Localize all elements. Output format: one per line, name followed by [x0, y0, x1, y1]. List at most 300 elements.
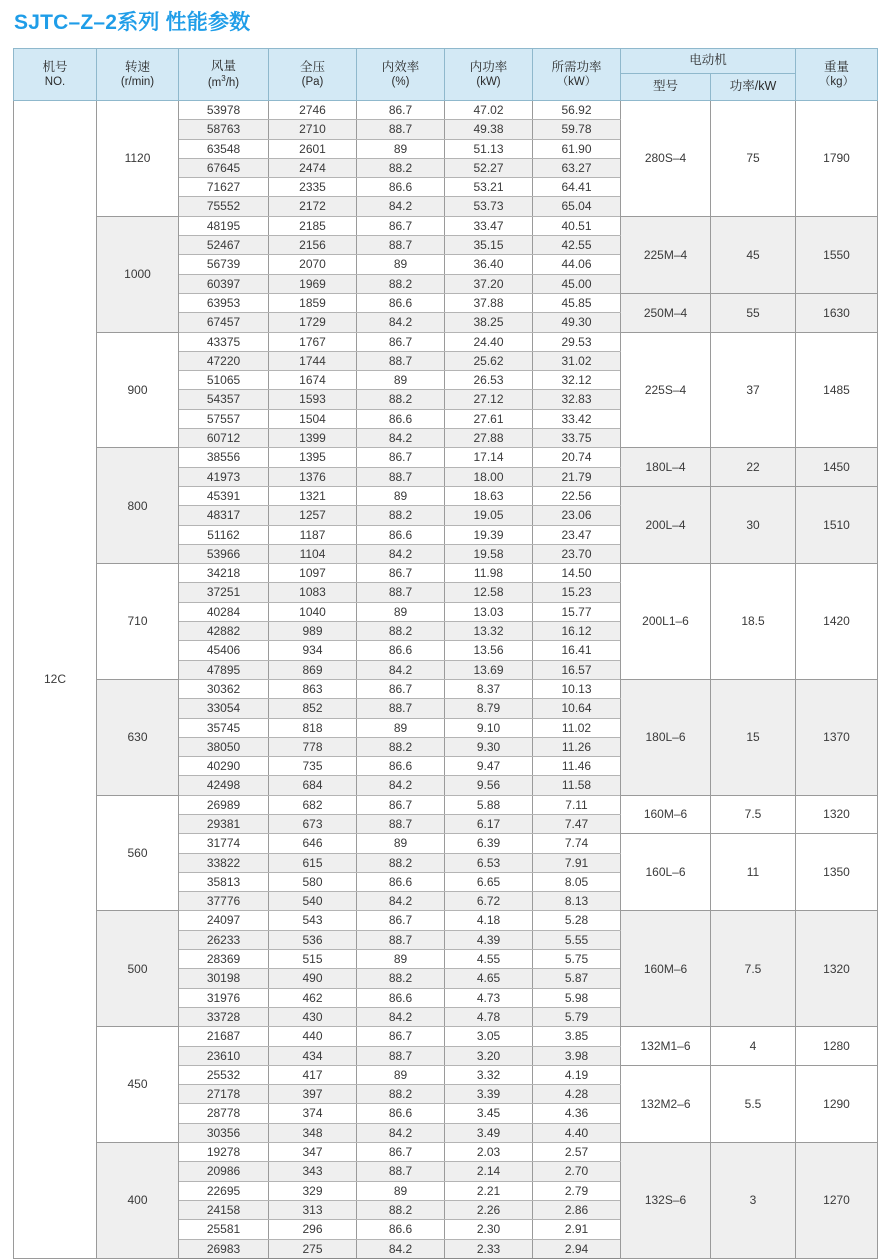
- cell-weight: 1270: [796, 1143, 878, 1259]
- cell-total-pressure: 1257: [269, 506, 357, 525]
- cell-weight: 1350: [796, 834, 878, 911]
- cell-inner-power: 18.00: [445, 467, 533, 486]
- cell-required-power: 4.40: [533, 1123, 621, 1142]
- cell-efficiency: 89: [357, 718, 445, 737]
- cell-inner-power: 13.03: [445, 602, 533, 621]
- cell-flow: 26233: [179, 930, 269, 949]
- cell-total-pressure: 348: [269, 1123, 357, 1142]
- cell-total-pressure: 462: [269, 988, 357, 1007]
- cell-efficiency: 89: [357, 255, 445, 274]
- cell-required-power: 44.06: [533, 255, 621, 274]
- cell-inner-power: 9.10: [445, 718, 533, 737]
- cell-motor-power: 75: [711, 101, 796, 217]
- cell-flow: 41973: [179, 467, 269, 486]
- cell-flow: 38050: [179, 737, 269, 756]
- cell-total-pressure: 434: [269, 1046, 357, 1065]
- cell-required-power: 15.77: [533, 602, 621, 621]
- cell-inner-power: 2.21: [445, 1181, 533, 1200]
- cell-total-pressure: 329: [269, 1181, 357, 1200]
- cell-required-power: 2.91: [533, 1220, 621, 1239]
- cell-required-power: 31.02: [533, 351, 621, 370]
- column-header-efficiency: 内效率 (%): [357, 49, 445, 101]
- cell-efficiency: 89: [357, 1065, 445, 1084]
- cell-total-pressure: 2474: [269, 158, 357, 177]
- cell-required-power: 4.19: [533, 1065, 621, 1084]
- cell-inner-power: 18.63: [445, 486, 533, 505]
- cell-flow: 40284: [179, 602, 269, 621]
- table-row: [14, 332, 878, 351]
- cell-required-power: 33.42: [533, 409, 621, 428]
- cell-required-power: 7.11: [533, 795, 621, 814]
- cell-required-power: 21.79: [533, 467, 621, 486]
- table-row: [14, 679, 878, 698]
- cell-motor-power: 45: [711, 216, 796, 293]
- page-title: SJTC–Z–2系列 性能参数: [14, 11, 251, 34]
- cell-inner-power: 27.12: [445, 390, 533, 409]
- cell-flow: 47220: [179, 351, 269, 370]
- cell-inner-power: 9.56: [445, 776, 533, 795]
- cell-required-power: 56.92: [533, 101, 621, 120]
- cell-inner-power: 13.69: [445, 660, 533, 679]
- cell-efficiency: 89: [357, 139, 445, 158]
- header-row-primary: [14, 49, 878, 74]
- cell-flow: 71627: [179, 178, 269, 197]
- cell-required-power: 5.79: [533, 1007, 621, 1026]
- cell-efficiency: 86.6: [357, 757, 445, 776]
- cell-efficiency: 84.2: [357, 1123, 445, 1142]
- cell-efficiency: 88.7: [357, 699, 445, 718]
- cell-inner-power: 6.17: [445, 814, 533, 833]
- cell-total-pressure: 347: [269, 1143, 357, 1162]
- cell-flow: 34218: [179, 564, 269, 583]
- cell-efficiency: 89: [357, 950, 445, 969]
- cell-weight: 1280: [796, 1027, 878, 1066]
- cell-required-power: 32.12: [533, 371, 621, 390]
- cell-efficiency: 84.2: [357, 197, 445, 216]
- cell-efficiency: 88.2: [357, 274, 445, 293]
- column-header-machine-no: 机号 NO.: [14, 49, 97, 101]
- cell-motor-power: 5.5: [711, 1065, 796, 1142]
- cell-inner-power: 5.88: [445, 795, 533, 814]
- cell-flow: 20986: [179, 1162, 269, 1181]
- cell-required-power: 3.98: [533, 1046, 621, 1065]
- cell-motor-model: 200L–4: [621, 486, 711, 563]
- cell-inner-power: 37.88: [445, 293, 533, 312]
- cell-required-power: 32.83: [533, 390, 621, 409]
- cell-required-power: 10.13: [533, 679, 621, 698]
- cell-weight: 1485: [796, 332, 878, 448]
- cell-total-pressure: 543: [269, 911, 357, 930]
- table-row: [14, 448, 878, 467]
- cell-total-pressure: 1744: [269, 351, 357, 370]
- cell-efficiency: 84.2: [357, 313, 445, 332]
- cell-required-power: 40.51: [533, 216, 621, 235]
- cell-total-pressure: 869: [269, 660, 357, 679]
- cell-required-power: 8.05: [533, 872, 621, 891]
- cell-efficiency: 86.7: [357, 564, 445, 583]
- cell-motor-power: 30: [711, 486, 796, 563]
- cell-required-power: 33.75: [533, 429, 621, 448]
- cell-total-pressure: 673: [269, 814, 357, 833]
- cell-total-pressure: 778: [269, 737, 357, 756]
- cell-total-pressure: 397: [269, 1085, 357, 1104]
- cell-flow: 24158: [179, 1200, 269, 1219]
- cell-inner-power: 26.53: [445, 371, 533, 390]
- cell-inner-power: 35.15: [445, 236, 533, 255]
- cell-required-power: 7.74: [533, 834, 621, 853]
- cell-motor-model: 180L–4: [621, 448, 711, 487]
- cell-motor-model: 132M2–6: [621, 1065, 711, 1142]
- cell-total-pressure: 536: [269, 930, 357, 949]
- cell-flow: 51162: [179, 525, 269, 544]
- cell-flow: 51065: [179, 371, 269, 390]
- cell-flow: 30198: [179, 969, 269, 988]
- cell-efficiency: 86.7: [357, 332, 445, 351]
- cell-inner-power: 12.58: [445, 583, 533, 602]
- cell-flow: 28778: [179, 1104, 269, 1123]
- cell-motor-power: 11: [711, 834, 796, 911]
- cell-speed: 800: [97, 448, 179, 564]
- cell-total-pressure: 1376: [269, 467, 357, 486]
- cell-required-power: 16.57: [533, 660, 621, 679]
- column-header-speed: 转速 (r/min): [97, 49, 179, 101]
- cell-inner-power: 4.73: [445, 988, 533, 1007]
- cell-motor-power: 18.5: [711, 564, 796, 680]
- cell-total-pressure: 2601: [269, 139, 357, 158]
- cell-inner-power: 19.58: [445, 544, 533, 563]
- cell-required-power: 23.47: [533, 525, 621, 544]
- column-header-motor-model: 型号: [621, 74, 711, 101]
- cell-efficiency: 88.2: [357, 158, 445, 177]
- cell-required-power: 11.46: [533, 757, 621, 776]
- cell-flow: 45391: [179, 486, 269, 505]
- cell-weight: 1290: [796, 1065, 878, 1142]
- cell-total-pressure: 430: [269, 1007, 357, 1026]
- cell-efficiency: 84.2: [357, 1239, 445, 1258]
- cell-total-pressure: 682: [269, 795, 357, 814]
- cell-flow: 57557: [179, 409, 269, 428]
- column-header-flow-unit: $(m^3/h)$: [207, 74, 240, 90]
- cell-motor-power: 22: [711, 448, 796, 487]
- cell-motor-power: 7.5: [711, 795, 796, 834]
- cell-total-pressure: 2335: [269, 178, 357, 197]
- cell-speed: 400: [97, 1143, 179, 1259]
- cell-required-power: 45.00: [533, 274, 621, 293]
- cell-inner-power: 8.37: [445, 679, 533, 698]
- performance-parameters-table: [13, 48, 878, 1259]
- cell-flow: 24097: [179, 911, 269, 930]
- cell-required-power: 2.70: [533, 1162, 621, 1181]
- cell-required-power: 16.12: [533, 622, 621, 641]
- cell-required-power: 5.87: [533, 969, 621, 988]
- cell-flow: 67457: [179, 313, 269, 332]
- cell-efficiency: 84.2: [357, 429, 445, 448]
- cell-motor-model: 160L–6: [621, 834, 711, 911]
- cell-required-power: 23.06: [533, 506, 621, 525]
- cell-total-pressure: 1104: [269, 544, 357, 563]
- cell-weight: 1790: [796, 101, 878, 217]
- cell-efficiency: 86.6: [357, 293, 445, 312]
- cell-inner-power: 9.47: [445, 757, 533, 776]
- cell-total-pressure: 1040: [269, 602, 357, 621]
- cell-total-pressure: 818: [269, 718, 357, 737]
- cell-flow: 35745: [179, 718, 269, 737]
- cell-flow: 58763: [179, 120, 269, 139]
- cell-required-power: 5.75: [533, 950, 621, 969]
- cell-flow: 37251: [179, 583, 269, 602]
- cell-required-power: 29.53: [533, 332, 621, 351]
- cell-total-pressure: 1969: [269, 274, 357, 293]
- cell-efficiency: 86.7: [357, 795, 445, 814]
- cell-flow: 37776: [179, 892, 269, 911]
- cell-total-pressure: 1593: [269, 390, 357, 409]
- cell-flow: 27178: [179, 1085, 269, 1104]
- cell-inner-power: 24.40: [445, 332, 533, 351]
- cell-inner-power: 3.32: [445, 1065, 533, 1084]
- cell-efficiency: 84.2: [357, 776, 445, 795]
- cell-inner-power: 4.39: [445, 930, 533, 949]
- cell-inner-power: 19.39: [445, 525, 533, 544]
- cell-flow: 35813: [179, 872, 269, 891]
- cell-inner-power: 3.39: [445, 1085, 533, 1104]
- cell-inner-power: 33.47: [445, 216, 533, 235]
- cell-motor-power: 4: [711, 1027, 796, 1066]
- cell-required-power: 11.58: [533, 776, 621, 795]
- cell-flow: 42882: [179, 622, 269, 641]
- column-header-total-pressure: 全压 (Pa): [269, 49, 357, 101]
- cell-total-pressure: 934: [269, 641, 357, 660]
- cell-efficiency: 88.7: [357, 1046, 445, 1065]
- cell-required-power: 64.41: [533, 178, 621, 197]
- cell-total-pressure: 646: [269, 834, 357, 853]
- cell-required-power: 11.26: [533, 737, 621, 756]
- cell-motor-power: 3: [711, 1143, 796, 1259]
- cell-weight: 1370: [796, 679, 878, 795]
- cell-total-pressure: 2156: [269, 236, 357, 255]
- cell-total-pressure: 2185: [269, 216, 357, 235]
- cell-inner-power: 2.30: [445, 1220, 533, 1239]
- cell-efficiency: 86.7: [357, 911, 445, 930]
- table-row: [14, 1027, 878, 1046]
- cell-total-pressure: 374: [269, 1104, 357, 1123]
- cell-weight: 1450: [796, 448, 878, 487]
- cell-total-pressure: 1767: [269, 332, 357, 351]
- cell-required-power: 15.23: [533, 583, 621, 602]
- cell-required-power: 2.57: [533, 1143, 621, 1162]
- cell-efficiency: 86.6: [357, 641, 445, 660]
- cell-total-pressure: 735: [269, 757, 357, 776]
- cell-motor-power: 37: [711, 332, 796, 448]
- cell-efficiency: 89: [357, 371, 445, 390]
- cell-efficiency: 84.2: [357, 660, 445, 679]
- cell-required-power: 42.55: [533, 236, 621, 255]
- cell-required-power: 49.30: [533, 313, 621, 332]
- cell-required-power: 59.78: [533, 120, 621, 139]
- cell-weight: 1510: [796, 486, 878, 563]
- cell-efficiency: 86.7: [357, 679, 445, 698]
- cell-inner-power: 3.45: [445, 1104, 533, 1123]
- cell-inner-power: 4.78: [445, 1007, 533, 1026]
- cell-total-pressure: 863: [269, 679, 357, 698]
- cell-machine-no: 12C: [14, 101, 97, 1259]
- cell-required-power: 7.91: [533, 853, 621, 872]
- cell-flow: 53978: [179, 101, 269, 120]
- cell-total-pressure: 275: [269, 1239, 357, 1258]
- cell-inner-power: 6.65: [445, 872, 533, 891]
- spec-table-container: [13, 48, 877, 1259]
- cell-efficiency: 86.7: [357, 216, 445, 235]
- cell-flow: 48195: [179, 216, 269, 235]
- cell-total-pressure: 417: [269, 1065, 357, 1084]
- column-header-weight: 重量 （kg）: [796, 49, 878, 101]
- cell-required-power: 45.85: [533, 293, 621, 312]
- cell-flow: 60397: [179, 274, 269, 293]
- cell-efficiency: 88.2: [357, 390, 445, 409]
- cell-total-pressure: 989: [269, 622, 357, 641]
- cell-required-power: 23.70: [533, 544, 621, 563]
- cell-total-pressure: 2710: [269, 120, 357, 139]
- cell-inner-power: 36.40: [445, 255, 533, 274]
- cell-inner-power: 37.20: [445, 274, 533, 293]
- cell-total-pressure: 1097: [269, 564, 357, 583]
- cell-efficiency: 86.7: [357, 1143, 445, 1162]
- cell-inner-power: 3.49: [445, 1123, 533, 1142]
- cell-motor-model: 250M–4: [621, 293, 711, 332]
- cell-required-power: 5.28: [533, 911, 621, 930]
- cell-efficiency: 88.7: [357, 236, 445, 255]
- cell-efficiency: 89: [357, 602, 445, 621]
- cell-flow: 25532: [179, 1065, 269, 1084]
- cell-inner-power: 13.32: [445, 622, 533, 641]
- cell-inner-power: 13.56: [445, 641, 533, 660]
- cell-weight: 1630: [796, 293, 878, 332]
- cell-inner-power: 53.21: [445, 178, 533, 197]
- cell-inner-power: 38.25: [445, 313, 533, 332]
- cell-flow: 26983: [179, 1239, 269, 1258]
- cell-required-power: 20.74: [533, 448, 621, 467]
- cell-total-pressure: 540: [269, 892, 357, 911]
- cell-inner-power: 53.73: [445, 197, 533, 216]
- cell-flow: 19278: [179, 1143, 269, 1162]
- table-row: [14, 564, 878, 583]
- cell-inner-power: 2.14: [445, 1162, 533, 1181]
- cell-total-pressure: 1395: [269, 448, 357, 467]
- cell-required-power: 22.56: [533, 486, 621, 505]
- cell-required-power: 63.27: [533, 158, 621, 177]
- cell-inner-power: 6.72: [445, 892, 533, 911]
- cell-motor-model: 160M–6: [621, 795, 711, 834]
- cell-efficiency: 88.7: [357, 930, 445, 949]
- cell-efficiency: 88.2: [357, 506, 445, 525]
- cell-flow: 54357: [179, 390, 269, 409]
- cell-flow: 33054: [179, 699, 269, 718]
- cell-motor-power: 15: [711, 679, 796, 795]
- cell-motor-model: 200L1–6: [621, 564, 711, 680]
- cell-inner-power: 3.05: [445, 1027, 533, 1046]
- cell-required-power: 5.98: [533, 988, 621, 1007]
- cell-inner-power: 27.61: [445, 409, 533, 428]
- cell-flow: 75552: [179, 197, 269, 216]
- cell-required-power: 16.41: [533, 641, 621, 660]
- cell-motor-power: 7.5: [711, 911, 796, 1027]
- cell-required-power: 4.36: [533, 1104, 621, 1123]
- cell-efficiency: 88.7: [357, 1162, 445, 1181]
- cell-inner-power: 4.18: [445, 911, 533, 930]
- cell-total-pressure: 1187: [269, 525, 357, 544]
- cell-required-power: 2.86: [533, 1200, 621, 1219]
- cell-motor-power: 55: [711, 293, 796, 332]
- cell-total-pressure: 490: [269, 969, 357, 988]
- table-header: [14, 49, 878, 101]
- cell-required-power: 61.90: [533, 139, 621, 158]
- cell-required-power: 4.28: [533, 1085, 621, 1104]
- cell-inner-power: 49.38: [445, 120, 533, 139]
- cell-efficiency: 88.2: [357, 737, 445, 756]
- cell-flow: 38556: [179, 448, 269, 467]
- cell-total-pressure: 1321: [269, 486, 357, 505]
- cell-flow: 45406: [179, 641, 269, 660]
- cell-efficiency: 88.2: [357, 853, 445, 872]
- cell-flow: 47895: [179, 660, 269, 679]
- column-header-required-power: 所需功率 （kW）: [533, 49, 621, 101]
- cell-flow: 30356: [179, 1123, 269, 1142]
- column-header-motor-group: 电动机: [621, 49, 796, 74]
- cell-flow: 31976: [179, 988, 269, 1007]
- cell-flow: 43375: [179, 332, 269, 351]
- cell-efficiency: 89: [357, 486, 445, 505]
- cell-speed: 560: [97, 795, 179, 911]
- cell-flow: 33728: [179, 1007, 269, 1026]
- cell-flow: 53966: [179, 544, 269, 563]
- cell-motor-model: 180L–6: [621, 679, 711, 795]
- cell-inner-power: 6.39: [445, 834, 533, 853]
- cell-flow: 33822: [179, 853, 269, 872]
- cell-efficiency: 86.6: [357, 178, 445, 197]
- cell-total-pressure: 2070: [269, 255, 357, 274]
- cell-inner-power: 11.98: [445, 564, 533, 583]
- cell-flow: 42498: [179, 776, 269, 795]
- cell-efficiency: 88.7: [357, 467, 445, 486]
- cell-flow: 26989: [179, 795, 269, 814]
- cell-efficiency: 88.7: [357, 351, 445, 370]
- cell-inner-power: 27.88: [445, 429, 533, 448]
- cell-total-pressure: 615: [269, 853, 357, 872]
- cell-total-pressure: 1083: [269, 583, 357, 602]
- cell-efficiency: 84.2: [357, 544, 445, 563]
- column-header-inner-power: 内功率 (kW): [445, 49, 533, 101]
- cell-efficiency: 86.6: [357, 409, 445, 428]
- cell-flow: 30362: [179, 679, 269, 698]
- cell-total-pressure: 313: [269, 1200, 357, 1219]
- cell-efficiency: 86.7: [357, 1027, 445, 1046]
- cell-inner-power: 51.13: [445, 139, 533, 158]
- cell-speed: 630: [97, 679, 179, 795]
- cell-total-pressure: 1859: [269, 293, 357, 312]
- cell-required-power: 5.55: [533, 930, 621, 949]
- cell-efficiency: 84.2: [357, 1007, 445, 1026]
- table-row: [14, 1143, 878, 1162]
- cell-total-pressure: 343: [269, 1162, 357, 1181]
- cell-motor-model: 225S–4: [621, 332, 711, 448]
- cell-total-pressure: 515: [269, 950, 357, 969]
- cell-efficiency: 86.6: [357, 1220, 445, 1239]
- cell-total-pressure: 1729: [269, 313, 357, 332]
- cell-efficiency: 86.6: [357, 525, 445, 544]
- cell-required-power: 65.04: [533, 197, 621, 216]
- cell-flow: 25581: [179, 1220, 269, 1239]
- cell-inner-power: 17.14: [445, 448, 533, 467]
- cell-efficiency: 86.7: [357, 101, 445, 120]
